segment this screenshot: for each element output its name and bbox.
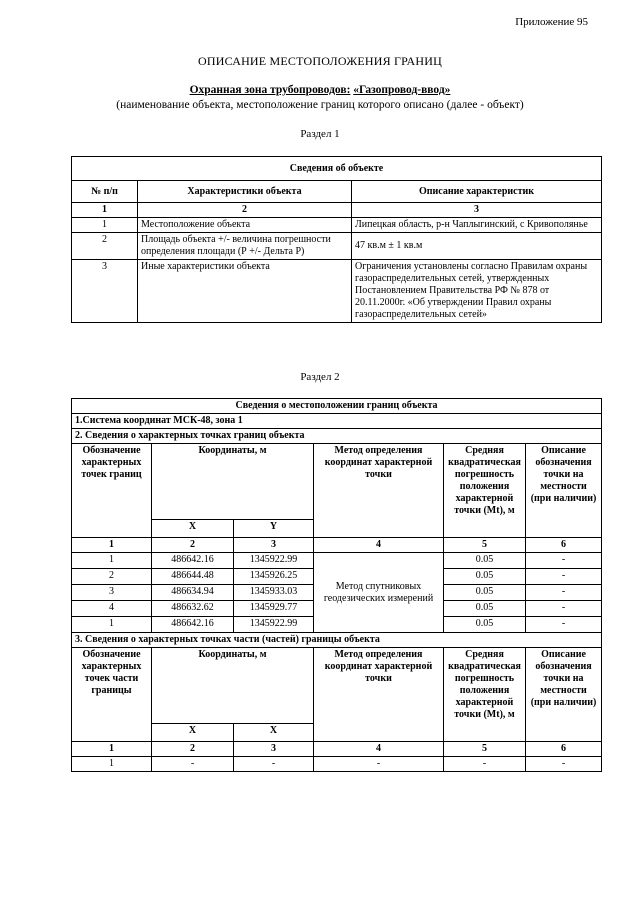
point-x: 486632.62: [152, 601, 234, 617]
point-x: 486634.94: [152, 585, 234, 601]
part-y-header: X: [234, 724, 314, 742]
boundary-table: [71, 398, 602, 772]
points-section-title: 2. Сведения о характерных точках границ объекта: [72, 429, 602, 444]
table-row: [72, 553, 602, 569]
part-point-y: -: [234, 757, 314, 772]
point-mt: 0.05: [444, 585, 526, 601]
method-header: Метод определения координат характерной точки: [314, 444, 444, 538]
object-prefix: Охранная зона трубопроводов:: [189, 84, 351, 96]
row-number: 2: [72, 233, 138, 260]
index-cell: 2: [138, 203, 352, 218]
index-cell: 6: [526, 742, 602, 757]
y-header: Y: [234, 520, 314, 538]
point-header: Обозначение характерных точек границ: [72, 444, 152, 538]
row-characteristic: Площадь объекта +/- величина погрешности определения площади (Р +/- Дельта Р): [138, 233, 352, 260]
point-id: 3: [72, 585, 152, 601]
point-descr: -: [526, 553, 602, 569]
point-descr: -: [526, 617, 602, 633]
index-cell: 2: [152, 538, 234, 553]
point-id: 2: [72, 569, 152, 585]
row-description: 47 кв.м ± 1 кв.м: [352, 233, 602, 260]
index-cell: 3: [234, 742, 314, 757]
part-error-header: Средняя квадратическая погрешность положения характерной точки (Mt), м: [444, 648, 526, 742]
point-x: 486642.16: [152, 553, 234, 569]
point-mt: 0.05: [444, 601, 526, 617]
coord-system: 1.Система координат МСК-48, зона 1: [72, 414, 602, 429]
appendix-label: Приложение 95: [515, 16, 588, 28]
part-point-x: -: [152, 757, 234, 772]
table-row: [72, 757, 602, 772]
index-cell: 4: [314, 538, 444, 553]
row-number: 3: [72, 260, 138, 323]
row-characteristic: Иные характеристики объекта: [138, 260, 352, 323]
row-description: Липецкая область, р-н Чаплыгинский, с Кривополянье: [352, 218, 602, 233]
table-row: [72, 233, 602, 260]
table-row: [72, 218, 602, 233]
point-y: 1345922.99: [234, 617, 314, 633]
object-name: [0, 84, 640, 96]
col-char-header: Характеристики объекта: [138, 181, 352, 203]
part-point-header: Обозначение характерных точек части границы: [72, 648, 152, 742]
object-name-value: «Газопровод-ввод»: [353, 84, 451, 96]
error-header: Средняя квадратическая погрешность положения характерной точки (Mt), м: [444, 444, 526, 538]
part-descr-header: Описание обозначения точки на местности (при наличии): [526, 648, 602, 742]
point-descr: -: [526, 569, 602, 585]
point-y: 1345926.25: [234, 569, 314, 585]
point-y: 1345922.99: [234, 553, 314, 569]
point-y: 1345929.77: [234, 601, 314, 617]
index-cell: 3: [234, 538, 314, 553]
page-title: ОПИСАНИЕ МЕСТОПОЛОЖЕНИЯ ГРАНИЦ: [198, 54, 442, 68]
point-x: 486642.16: [152, 617, 234, 633]
part-descr: -: [526, 757, 602, 772]
index-cell: 3: [352, 203, 602, 218]
descr-header: Описание обозначения точки на местности (при наличии): [526, 444, 602, 538]
row-description: Ограничения установлены согласно Правилам охраны газораспределительных сетей, утвержденных Постановлением Правительства РФ № 878 от 20.11.2000г. «Об утверждении Правил охраны газораспределительных сетей»: [352, 260, 602, 323]
parts-section-title: 3. Сведения о характерных точках части (частей) границы объекта: [72, 633, 602, 648]
object-info-title: Сведения об объекте: [72, 157, 602, 181]
point-descr: -: [526, 601, 602, 617]
part-coords-header: Координаты, м: [152, 648, 314, 724]
part-x-header: X: [152, 724, 234, 742]
point-y: 1345933.03: [234, 585, 314, 601]
point-id: 4: [72, 601, 152, 617]
index-cell: 6: [526, 538, 602, 553]
row-characteristic: Местоположение объекта: [138, 218, 352, 233]
point-id: 1: [72, 617, 152, 633]
index-cell: 5: [444, 538, 526, 553]
part-point-id: 1: [72, 757, 152, 772]
part-method-header: Метод определения координат характерной точки: [314, 648, 444, 742]
table-row: [72, 260, 602, 323]
section-1-label: Раздел 1: [300, 128, 340, 140]
section-2-label: Раздел 2: [300, 371, 340, 383]
index-cell: 4: [314, 742, 444, 757]
method-cell: Метод спутниковых геодезических измерений: [314, 553, 444, 633]
part-mt: -: [444, 757, 526, 772]
coords-header: Координаты, м: [152, 444, 314, 520]
point-descr: -: [526, 585, 602, 601]
boundary-title: Сведения о местоположении границ объекта: [72, 399, 602, 414]
index-cell: 5: [444, 742, 526, 757]
object-info-table: [71, 156, 602, 323]
x-header: X: [152, 520, 234, 538]
index-cell: 2: [152, 742, 234, 757]
point-mt: 0.05: [444, 553, 526, 569]
point-mt: 0.05: [444, 617, 526, 633]
col-num-header: № п/п: [72, 181, 138, 203]
index-cell: 1: [72, 538, 152, 553]
index-cell: 1: [72, 203, 138, 218]
point-x: 486644.48: [152, 569, 234, 585]
index-cell: 1: [72, 742, 152, 757]
point-id: 1: [72, 553, 152, 569]
point-mt: 0.05: [444, 569, 526, 585]
col-desc-header: Описание характеристик: [352, 181, 602, 203]
row-number: 1: [72, 218, 138, 233]
object-note: (наименование объекта, местоположение границ которого описано (далее - объект): [116, 99, 524, 111]
part-method: -: [314, 757, 444, 772]
